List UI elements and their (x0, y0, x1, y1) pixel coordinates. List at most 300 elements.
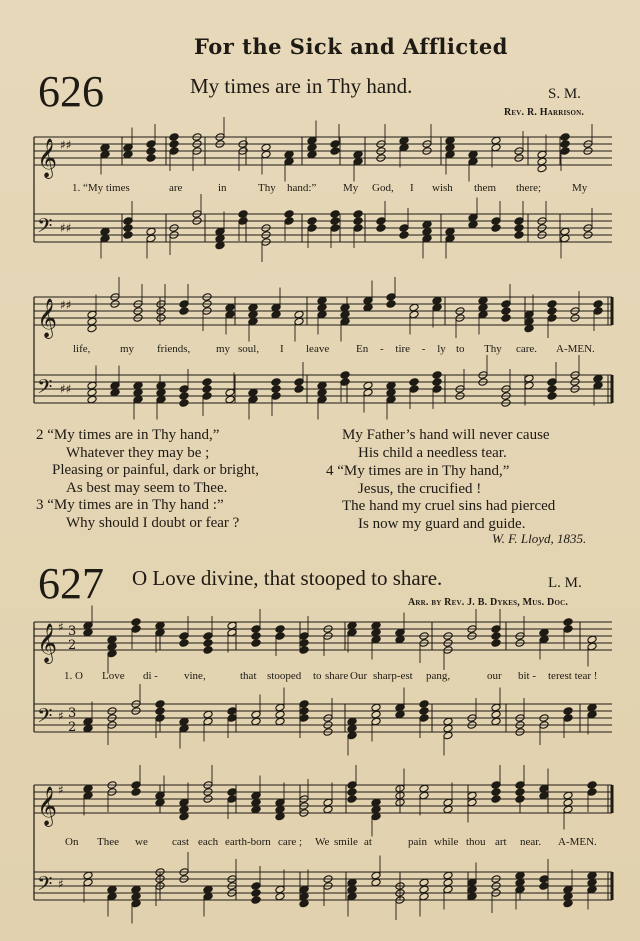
page-heading: For the Sick and Afflicted (194, 34, 508, 59)
bass-note-notehead (271, 378, 281, 387)
treble-note-notehead (560, 147, 570, 156)
time-signature-icon: 2 (68, 638, 77, 653)
bass-note-notehead (317, 395, 327, 404)
bass-note-notehead (422, 220, 432, 229)
lyric-626-1-g: God, (372, 182, 394, 194)
treble-note-notehead (491, 795, 501, 804)
treble-clef-icon: 𝄞 (37, 623, 58, 663)
lyric-626-1-e: hand:” (287, 182, 317, 194)
bass-note-notehead (432, 371, 442, 380)
treble-note-notehead (100, 143, 110, 152)
treble-note-notehead (395, 635, 405, 644)
treble-note-notehead (371, 635, 381, 644)
bass-note-notehead (363, 381, 373, 390)
treble-note-notehead (107, 642, 117, 651)
lyric-626-2-a: life, (73, 343, 91, 355)
bass-note-notehead (422, 227, 432, 236)
bass-note-notehead (399, 231, 409, 240)
bass-note-notehead (491, 217, 501, 226)
verse-3-line-2: Why should I doubt or fear ? (66, 514, 240, 531)
bass-note-notehead (376, 217, 386, 226)
treble-note-notehead (146, 147, 156, 156)
treble-note-notehead (307, 150, 317, 159)
treble-note-notehead (399, 143, 409, 152)
lyric-627-2-e: each (198, 836, 219, 848)
bass-note-notehead (271, 385, 281, 394)
bass-note-notehead (110, 381, 120, 390)
treble-note-notehead (179, 632, 189, 641)
bass-note-notehead (87, 381, 97, 390)
bass-note-notehead (107, 892, 117, 901)
bass-note-notehead (123, 231, 133, 240)
bass-note-notehead (284, 217, 294, 226)
treble-note-notehead (539, 635, 549, 644)
treble-note-notehead (307, 143, 317, 152)
treble-note-notehead (347, 628, 357, 637)
time-signature-icon: 2 (68, 720, 77, 735)
bass-note-notehead (340, 371, 350, 380)
bass-note-notehead (275, 710, 285, 719)
bass-note-notehead (123, 217, 133, 226)
bass-clef-icon: 𝄢 (37, 375, 53, 403)
treble-note-notehead (146, 154, 156, 163)
hymn-meter-627: L. M. (548, 575, 582, 591)
bass-note-notehead (445, 227, 455, 236)
lyric-627-1-g: to (313, 670, 322, 682)
bass-note-notehead (395, 710, 405, 719)
bass-note-notehead (203, 892, 213, 901)
lyric-626-2-d: my (216, 343, 231, 355)
bass-note-notehead (330, 217, 340, 226)
lyric-627-2-d: cast (172, 836, 190, 848)
treble-note-notehead (491, 136, 501, 145)
treble-note-notehead (399, 136, 409, 145)
treble-note-notehead (445, 136, 455, 145)
bass-note-notehead (110, 388, 120, 397)
treble-note-notehead (251, 625, 261, 634)
lyric-627-1-m: bit - (518, 670, 537, 682)
treble-note-notehead (225, 310, 235, 319)
treble-note-notehead (203, 632, 213, 641)
bass-note-notehead (386, 388, 396, 397)
treble-note-notehead (347, 781, 357, 790)
treble-note-notehead (261, 143, 271, 152)
bass-note-notehead (371, 710, 381, 719)
lyric-627-2-k: pain (408, 836, 427, 848)
treble-note-notehead (275, 812, 285, 821)
bass-note-notehead (514, 217, 524, 226)
lyric-627-2-g: care ; (278, 836, 303, 848)
treble-note-notehead (87, 317, 97, 326)
treble-note-notehead (131, 788, 141, 797)
lyric-626-1-c: in (218, 182, 227, 194)
treble-note-notehead (593, 300, 603, 309)
treble-note-notehead (537, 164, 547, 173)
lyric-627-1-f: stooped (267, 670, 302, 682)
bass-note-notehead (271, 392, 281, 401)
treble-note-notehead (323, 798, 333, 807)
bass-note-notehead (179, 717, 189, 726)
treble-note-notehead (146, 140, 156, 149)
bass-note-notehead (275, 885, 285, 894)
treble-note-notehead (515, 788, 525, 797)
treble-note-notehead (179, 805, 189, 814)
key-signature-icon: ♯ (58, 877, 64, 891)
treble-note-notehead (251, 791, 261, 800)
bass-note-notehead (317, 381, 327, 390)
bass-note-notehead (275, 703, 285, 712)
treble-note-notehead (353, 157, 363, 166)
treble-note-notehead (409, 303, 419, 312)
bass-note-notehead (419, 892, 429, 901)
treble-note-notehead (587, 635, 597, 644)
lyric-627-1-i: Our (350, 670, 368, 682)
treble-note-notehead (386, 300, 396, 309)
bass-note-notehead (347, 892, 357, 901)
bass-note-notehead (215, 227, 225, 236)
treble-note-notehead (123, 143, 133, 152)
bass-note-notehead (83, 724, 93, 733)
lyric-626-2-e: soul, (238, 343, 260, 355)
treble-note-notehead (83, 621, 93, 630)
bass-note-notehead (347, 731, 357, 740)
treble-note-notehead (131, 618, 141, 627)
bass-note-notehead (593, 381, 603, 390)
bass-note-notehead (156, 388, 166, 397)
treble-note-notehead (371, 628, 381, 637)
bass-note-notehead (238, 217, 248, 226)
lyric-626-1-d: Thy (258, 182, 276, 194)
treble-note-notehead (340, 303, 350, 312)
lyric-626-2-g: leave (306, 343, 330, 355)
treble-note-notehead (560, 140, 570, 149)
treble-note-notehead (100, 150, 110, 159)
treble-note-notehead (371, 805, 381, 814)
treble-note-notehead (347, 788, 357, 797)
treble-note-notehead (563, 798, 573, 807)
treble-note-notehead (275, 805, 285, 814)
bass-note-notehead (202, 385, 212, 394)
lyric-626-1-f: My (343, 182, 359, 194)
hymn-title-627: O Love divine, that stooped to share. (132, 566, 443, 590)
treble-note-notehead (386, 293, 396, 302)
bass-note-notehead (587, 885, 597, 894)
bass-note-notehead (347, 885, 357, 894)
key-signature-icon: ♯♯ (60, 138, 72, 152)
treble-note-notehead (131, 625, 141, 634)
bass-note-notehead (491, 717, 501, 726)
bass-note-notehead (155, 707, 165, 716)
bass-note-notehead (547, 378, 557, 387)
bass-note-notehead (317, 388, 327, 397)
treble-note-notehead (225, 303, 235, 312)
treble-note-notehead (468, 157, 478, 166)
bass-note-notehead (560, 227, 570, 236)
treble-note-notehead (563, 625, 573, 634)
bass-note-notehead (133, 395, 143, 404)
treble-note-notehead (271, 310, 281, 319)
bass-note-notehead (491, 703, 501, 712)
lyric-626-1-a: 1. “My times (72, 182, 130, 194)
treble-note-notehead (537, 150, 547, 159)
treble-note-notehead (443, 798, 453, 807)
bass-clef-icon: 𝄢 (37, 704, 53, 732)
bass-note-notehead (422, 234, 432, 243)
treble-note-notehead (443, 805, 453, 814)
bass-note-notehead (133, 381, 143, 390)
bass-note-notehead (251, 717, 261, 726)
bass-note-notehead (299, 899, 309, 908)
treble-note-notehead (445, 143, 455, 152)
treble-note-notehead (275, 632, 285, 641)
verse-2-line-3: Pleasing or painful, dark or bright, (52, 462, 260, 478)
treble-note-notehead (155, 621, 165, 630)
verse-2-line-2: Whatever they may be ; (66, 444, 210, 461)
treble-note-notehead (83, 791, 93, 800)
treble-note-notehead (179, 300, 189, 309)
verse-4-line-4: Is now my guard and guide. (358, 515, 526, 532)
treble-note-notehead (107, 635, 117, 644)
bass-note-notehead (215, 234, 225, 243)
lyric-626-2-j: Thy (484, 343, 502, 355)
treble-note-notehead (491, 788, 501, 797)
treble-note-notehead (478, 310, 488, 319)
verse-2-line-1: 2 “My times are in Thy hand,” (36, 427, 220, 443)
bass-note-notehead (353, 224, 363, 233)
hymn-number-627: 627 (38, 559, 104, 608)
bass-note-notehead (468, 213, 478, 222)
lyric-627-2-h: We (315, 836, 330, 848)
bass-note-notehead (587, 710, 597, 719)
treble-note-notehead (478, 296, 488, 305)
treble-note-notehead (340, 317, 350, 326)
bass-note-notehead (347, 878, 357, 887)
treble-note-notehead (248, 317, 258, 326)
verse-4-line-3: The hand my cruel sins had pierced (342, 498, 556, 514)
bass-note-notehead (203, 885, 213, 894)
bass-note-notehead (395, 703, 405, 712)
bass-note-notehead (371, 703, 381, 712)
treble-clef-icon: 𝄞 (37, 298, 58, 338)
treble-note-notehead (251, 632, 261, 641)
bass-note-notehead (156, 395, 166, 404)
treble-note-notehead (587, 642, 597, 651)
bass-note-notehead (87, 395, 97, 404)
key-signature-icon: ♯♯ (60, 298, 72, 312)
treble-note-notehead (317, 310, 327, 319)
hymn-number-626: 626 (38, 67, 104, 116)
treble-note-notehead (169, 133, 179, 142)
treble-note-notehead (563, 791, 573, 800)
bass-note-notehead (363, 388, 373, 397)
lyric-626-1-j: them (474, 182, 496, 194)
treble-note-notehead (179, 307, 189, 316)
lyric-627-2-f: earth-born (225, 836, 271, 848)
treble-note-notehead (284, 150, 294, 159)
treble-note-notehead (371, 798, 381, 807)
bass-note-notehead (203, 717, 213, 726)
lyric-627-1-n: terest tear ! (548, 670, 598, 682)
treble-note-notehead (347, 795, 357, 804)
bass-note-notehead (443, 871, 453, 880)
bass-note-notehead (386, 381, 396, 390)
bass-note-notehead (587, 703, 597, 712)
treble-note-notehead (155, 798, 165, 807)
treble-note-notehead (307, 136, 317, 145)
treble-note-notehead (491, 625, 501, 634)
bass-note-notehead (330, 210, 340, 219)
treble-note-notehead (563, 618, 573, 627)
treble-note-notehead (501, 300, 511, 309)
bass-note-notehead (587, 871, 597, 880)
verse-3-line-4: His child a needless tear. (358, 444, 507, 461)
lyric-627-2-o: near. (520, 836, 542, 848)
hymn-attribution-626: W. F. Lloyd, 1835. (492, 531, 587, 546)
lyric-627-2-j: at (364, 836, 372, 848)
bass-note-notehead (419, 714, 429, 723)
bass-note-notehead (514, 231, 524, 240)
bass-note-notehead (155, 714, 165, 723)
treble-note-notehead (515, 795, 525, 804)
treble-note-notehead (593, 307, 603, 316)
lyric-627-1-h: share (325, 670, 349, 682)
treble-note-notehead (560, 133, 570, 142)
lyric-626-2-b: my (120, 343, 135, 355)
hymn-meter-626: S. M. (548, 86, 581, 102)
treble-note-notehead (501, 307, 511, 316)
treble-note-notehead (445, 150, 455, 159)
lyric-626-2-l: A-MEN. (556, 343, 595, 355)
time-signature-icon: 3 (68, 624, 77, 639)
treble-note-notehead (155, 628, 165, 637)
bass-note-notehead (299, 700, 309, 709)
treble-note-notehead (294, 310, 304, 319)
bass-note-notehead (251, 710, 261, 719)
treble-note-notehead (179, 639, 189, 648)
bass-note-notehead (146, 234, 156, 243)
treble-note-notehead (353, 150, 363, 159)
treble-note-notehead (271, 303, 281, 312)
treble-note-notehead (432, 303, 442, 312)
bass-note-notehead (443, 878, 453, 887)
bass-note-notehead (371, 717, 381, 726)
treble-note-notehead (275, 798, 285, 807)
bass-note-notehead (330, 224, 340, 233)
bass-note-notehead (248, 388, 258, 397)
bass-note-notehead (587, 878, 597, 887)
bass-note-notehead (87, 388, 97, 397)
treble-note-notehead (491, 632, 501, 641)
treble-note-notehead (179, 812, 189, 821)
bass-note-notehead (155, 700, 165, 709)
key-signature-icon: ♯ (58, 783, 64, 797)
bass-note-notehead (419, 878, 429, 887)
lyric-627-1-e: that (240, 670, 257, 682)
treble-note-notehead (87, 310, 97, 319)
bass-note-notehead (146, 227, 156, 236)
bass-note-notehead (419, 885, 429, 894)
bass-note-notehead (215, 241, 225, 250)
treble-note-notehead (169, 140, 179, 149)
bass-note-notehead (156, 381, 166, 390)
lyric-626-1-b: are (169, 182, 183, 194)
treble-note-notehead (317, 296, 327, 305)
key-signature-icon: ♯♯ (60, 382, 72, 396)
lyric-627-1-c: di - (143, 670, 158, 682)
treble-note-notehead (83, 784, 93, 793)
treble-note-notehead (547, 300, 557, 309)
treble-note-notehead (340, 310, 350, 319)
bass-note-notehead (376, 224, 386, 233)
bass-note-notehead (179, 724, 189, 733)
bass-note-notehead (133, 388, 143, 397)
bass-note-notehead (340, 378, 350, 387)
lyric-626-1-i: wish (432, 182, 453, 194)
treble-note-notehead (491, 143, 501, 152)
lyric-626-2-f: I (280, 343, 284, 355)
treble-note-notehead (395, 628, 405, 637)
lyric-626-1-k: there; (516, 182, 542, 194)
treble-note-notehead (155, 791, 165, 800)
treble-note-notehead (563, 805, 573, 814)
treble-note-notehead (203, 646, 213, 655)
bass-note-notehead (284, 210, 294, 219)
treble-note-notehead (248, 310, 258, 319)
bass-note-notehead (353, 210, 363, 219)
bass-note-notehead (443, 731, 453, 740)
treble-clef-icon: 𝄞 (37, 786, 58, 826)
treble-note-notehead (419, 791, 429, 800)
bass-note-notehead (443, 717, 453, 726)
bass-note-notehead (353, 217, 363, 226)
bass-note-notehead (83, 717, 93, 726)
treble-note-notehead (539, 628, 549, 637)
treble-note-notehead (123, 150, 133, 159)
treble-note-notehead (371, 812, 381, 821)
bass-note-notehead (275, 717, 285, 726)
bass-note-notehead (202, 378, 212, 387)
bass-note-notehead (347, 717, 357, 726)
treble-note-notehead (131, 781, 141, 790)
treble-note-notehead (179, 798, 189, 807)
bass-note-notehead (225, 395, 235, 404)
treble-note-notehead (347, 621, 357, 630)
lyric-627-1-d: vine, (184, 670, 206, 682)
treble-note-notehead (478, 303, 488, 312)
treble-note-notehead (419, 784, 429, 793)
bass-note-notehead (386, 395, 396, 404)
bass-note-notehead (563, 892, 573, 901)
bass-note-notehead (371, 871, 381, 880)
treble-note-notehead (587, 781, 597, 790)
bass-note-notehead (294, 385, 304, 394)
bass-note-notehead (593, 374, 603, 383)
bass-note-notehead (83, 878, 93, 887)
bass-note-notehead (347, 724, 357, 733)
lyric-627-1-l: our (487, 670, 502, 682)
bass-clef-icon: 𝄢 (37, 872, 53, 900)
treble-note-notehead (587, 788, 597, 797)
treble-note-notehead (248, 303, 258, 312)
bass-note-notehead (251, 882, 261, 891)
treble-note-notehead (363, 303, 373, 312)
bass-note-notehead (251, 896, 261, 905)
bass-note-notehead (515, 878, 525, 887)
bass-note-notehead (560, 234, 570, 243)
treble-note-notehead (491, 781, 501, 790)
treble-note-notehead (524, 324, 534, 333)
treble-note-notehead (409, 310, 419, 319)
